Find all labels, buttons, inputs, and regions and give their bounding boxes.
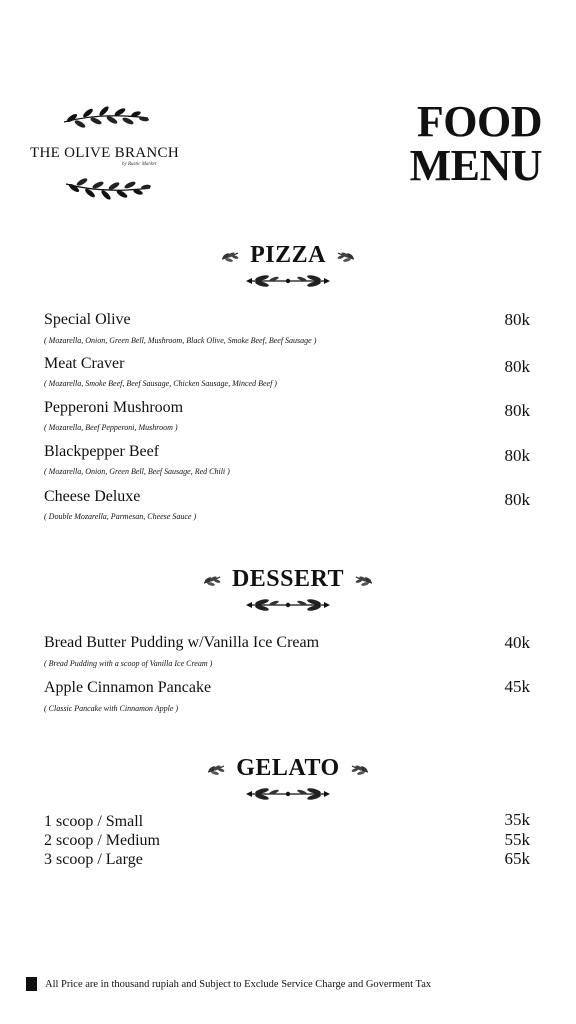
brand-name: THE OLIVE BRANCH xyxy=(30,145,179,161)
leaf-sprig-left-icon xyxy=(202,573,222,587)
menu-item-price: 80k xyxy=(504,310,530,329)
menu-item-price: 80k xyxy=(504,490,530,509)
menu-item-desc: ( Mozarella, Onion, Green Bell, Beef Sausage, Red Chili ) xyxy=(44,467,230,476)
menu-item-name: Cheese Deluxe xyxy=(44,488,141,505)
brand-tagline: by Rustic Market xyxy=(122,162,157,167)
section-title-pizza: PIZZA xyxy=(250,242,326,268)
menu-item-desc: ( Double Mozarella, Parmesan, Cheese Sauce ) xyxy=(44,512,197,521)
menu-item-price: 80k xyxy=(504,446,530,465)
flourish-divider-icon xyxy=(244,273,332,289)
menu-title xyxy=(409,97,542,190)
menu-item-price: 55k xyxy=(504,830,530,849)
menu-item-desc: ( Mozarella, Smoke Beef, Beef Sausage, Chicken Sausage, Minced Beef ) xyxy=(44,379,277,388)
menu-item-price: 45k xyxy=(504,677,530,696)
leaf-sprig-left-icon xyxy=(220,249,240,263)
menu-item-desc: ( Classic Pancake with Cinnamon Apple ) xyxy=(44,704,179,713)
flourish-divider-icon xyxy=(244,597,332,613)
footer-bullet-icon xyxy=(26,977,37,991)
menu-item-name: 3 scoop / Large xyxy=(44,851,143,868)
section-header-dessert xyxy=(0,566,576,613)
menu-item-name: Meat Craver xyxy=(44,355,125,372)
section-header-pizza xyxy=(0,242,576,289)
brand-logo xyxy=(26,100,196,210)
flourish-divider-icon xyxy=(244,786,332,802)
leaf-sprig-right-icon xyxy=(354,573,374,587)
leaf-sprig-left-icon xyxy=(206,762,226,776)
menu-item-price: 65k xyxy=(504,849,530,868)
menu-title-line1: FOOD xyxy=(416,97,542,146)
menu-item-name: 1 scoop / Small xyxy=(44,813,144,830)
section-header-gelato xyxy=(0,755,576,802)
menu-item-name: Bread Butter Pudding w/Vanilla Ice Cream xyxy=(44,634,320,651)
section-title-gelato: GELATO xyxy=(236,755,340,781)
menu-item-price: 40k xyxy=(504,633,530,652)
footer-note-text: All Price are in thousand rupiah and Subject to Exclude Service Charge and Goverment Tax xyxy=(45,978,432,990)
menu-item-price: 35k xyxy=(504,810,530,829)
olive-branch-top-icon xyxy=(62,106,152,130)
menu-item-name: Blackpepper Beef xyxy=(44,443,160,460)
menu-item-desc: ( Mozarella, Beef Pepperoni, Mushroom ) xyxy=(44,423,178,432)
menu-item-price: 80k xyxy=(504,357,530,376)
menu-item-name: Special Olive xyxy=(44,311,131,328)
menu-title-line2: MENU xyxy=(409,141,542,190)
olive-branch-bottom-icon xyxy=(64,176,154,200)
menu-item-name: Pepperoni Mushroom xyxy=(44,399,184,416)
menu-item-desc: ( Mozarella, Onion, Green Bell, Mushroom, Black Olive, Smoke Beef, Beef Sausage ) xyxy=(44,336,317,345)
menu-item-name: Apple Cinnamon Pancake xyxy=(44,679,212,696)
leaf-sprig-right-icon xyxy=(350,762,370,776)
menu-item-price: 80k xyxy=(504,401,530,420)
footer-note xyxy=(26,977,431,991)
menu-item-name: 2 scoop / Medium xyxy=(44,832,160,849)
leaf-sprig-right-icon xyxy=(336,249,356,263)
section-title-dessert: DESSERT xyxy=(231,566,345,592)
menu-item-desc: ( Bread Pudding with a scoop of Vanilla Ice Cream ) xyxy=(44,659,213,668)
